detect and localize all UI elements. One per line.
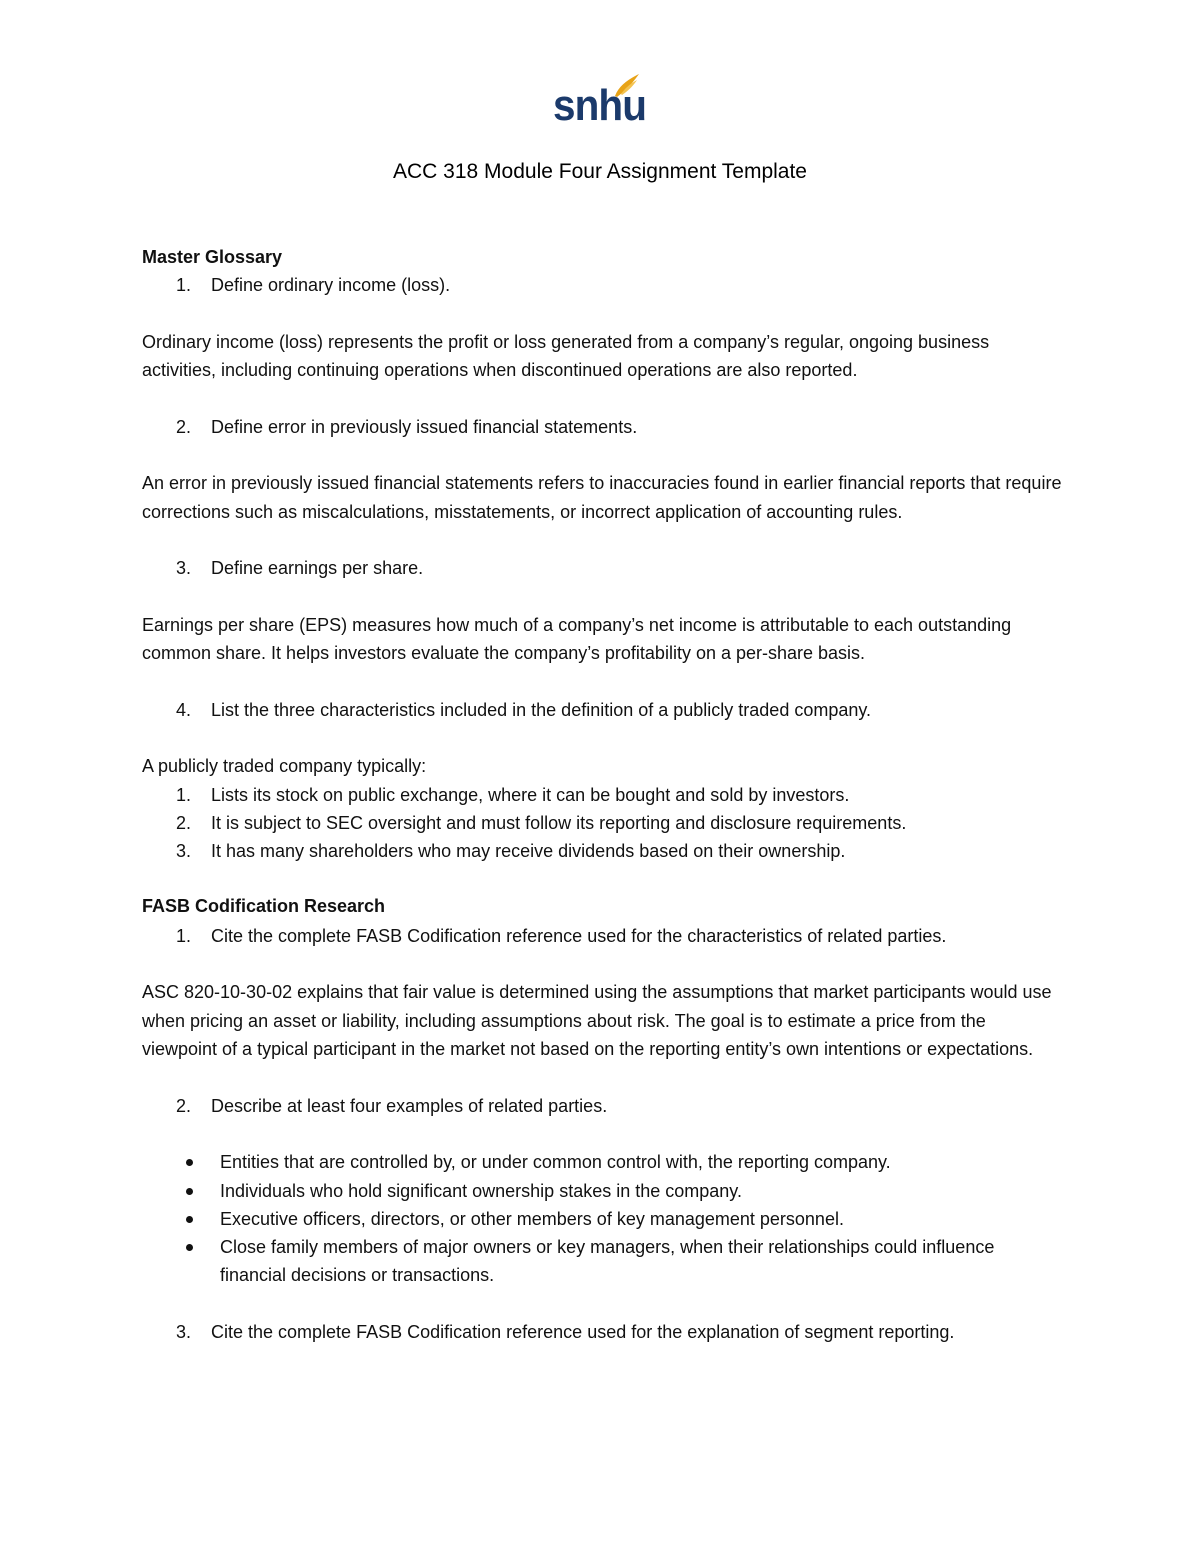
question-number: 4. [176,699,192,720]
question-1 [142,271,1062,299]
list-number: 3. [176,841,192,862]
question-3 [142,554,1062,582]
characteristic-text: It is subject to SEC oversight and must follow its reporting and disclosure requirements. [211,812,907,833]
question-number: 2. [176,1095,192,1116]
question-number: 1. [176,925,192,946]
question-text: Define ordinary income (loss). [211,275,451,296]
snhu-logo [553,72,647,132]
related-party-example [142,1148,1062,1176]
related-party-example [142,1205,1062,1233]
answer-1: Ordinary income (loss) represents the profit or loss generated from a company’s regular, ongoing business activities, including continuing operations when discontinued operations are also reported. [142,331,990,381]
answer-4: A publicly traded company typically: [142,756,427,777]
logo-text: snhu [553,81,647,130]
bullet-icon [186,1244,193,1251]
question-number: 1. [176,275,192,296]
question-text: Cite the complete FASB Codification reference used for the characteristics of related parties. [211,925,947,946]
list-number: 2. [176,812,192,833]
characteristic-text: Lists its stock on public exchange, where it can be bought and sold by investors. [211,784,850,805]
fasb-answer-1: ASC 820-10-30-02 explains that fair value is determined using the assumptions that market participants would use when pricing an asset or liability, including assumptions about risk. The goal is to estimate a price from the viewpoint of a typical participant in the market not based on the reporting entity’s own intentions or expectations. [142,982,1052,1060]
question-text: Describe at least four examples of related parties. [211,1095,608,1116]
example-text: Close family members of major owners or key managers, when their relationships could influence financial decisions or transactions. [220,1237,995,1286]
section-heading-master-glossary: Master Glossary [142,247,283,267]
document-body [142,243,1062,1346]
answer-2: An error in previously issued financial statements refers to inaccuracies found in earlier financial reports that require corrections such as miscalculations, misstatements, or incorrect application of accounting rules. [142,473,1062,522]
bullet-icon [186,1159,193,1166]
question-text: Define error in previously issued financial statements. [211,416,638,437]
question-number: 3. [176,558,192,579]
page-title: ACC 318 Module Four Assignment Template [393,160,807,183]
fasb-question-1 [142,922,1062,950]
fasb-question-3 [142,1318,1062,1346]
example-text: Individuals who hold significant ownership stakes in the company. [220,1180,742,1201]
question-text: Define earnings per share. [211,558,424,579]
fasb-question-2 [142,1092,1062,1120]
bullet-icon [186,1188,193,1195]
characteristic-item [142,809,1062,837]
question-text: List the three characteristics included in the definition of a publicly traded company. [211,699,872,720]
question-text: Cite the complete FASB Codification reference used for the explanation of segment reporting. [211,1321,955,1342]
example-text: Entities that are controlled by, or under common control with, the reporting company. [220,1152,891,1173]
question-2 [142,413,1062,441]
question-number: 2. [176,416,192,437]
characteristic-item [142,781,1062,809]
bullet-icon [186,1216,193,1223]
related-party-example [142,1177,1062,1205]
question-4 [142,696,1062,724]
characteristic-item [142,837,1062,865]
answer-3: Earnings per share (EPS) measures how much of a company’s net income is attributable to each outstanding common share. It helps investors evaluate the company’s profitability on a per-share basis. [142,614,1012,664]
list-number: 1. [176,784,192,805]
question-number: 3. [176,1321,192,1342]
example-text: Executive officers, directors, or other members of key management personnel. [220,1208,844,1229]
section-heading-fasb-codification: FASB Codification Research [142,895,386,916]
characteristic-text: It has many shareholders who may receive dividends based on their ownership. [211,841,846,862]
related-party-example [142,1233,1062,1290]
